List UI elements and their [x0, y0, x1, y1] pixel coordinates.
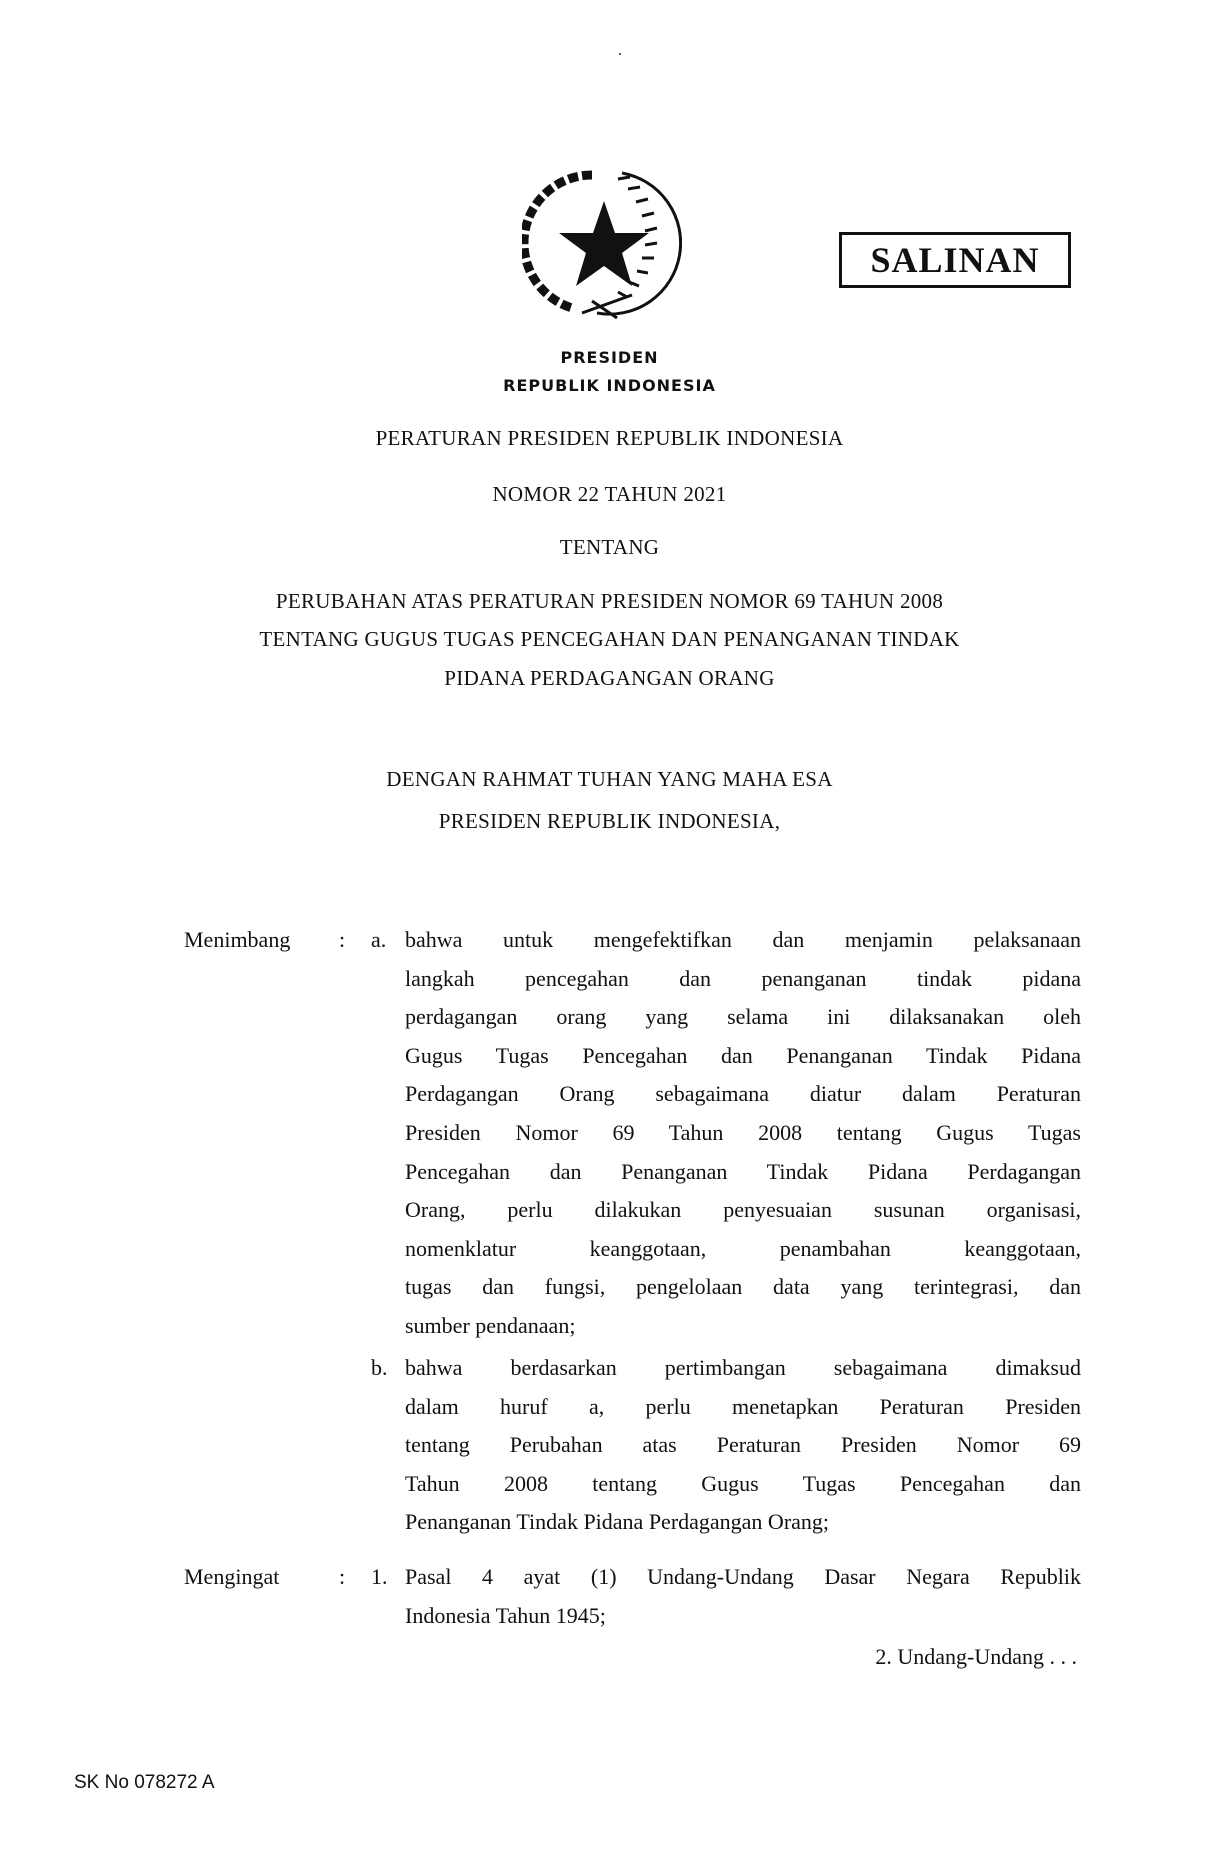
text-line: tugas dan fungsi, pengelolaan data yang terintegrasi, dan [405, 1274, 1081, 1300]
text-line: sumber pendanaan; [405, 1312, 576, 1338]
mengingat-item-1 [405, 1558, 1081, 1635]
text-line: Presiden Nomor 69 Tahun 2008 tentang Gugus Tugas [405, 1119, 1081, 1145]
institution-line-2: REPUBLIK INDONESIA [503, 376, 716, 395]
menimbang-item-a [405, 921, 1081, 1346]
regulation-subject-line: TENTANG GUGUS TUGAS PENCEGAHAN DAN PENANGANAN TINDAK [259, 627, 960, 651]
regulation-type: PERATURAN PRESIDEN REPUBLIK INDONESIA [375, 426, 844, 450]
text-line: bahwa berdasarkan pertimbangan sebagaimana dimaksud [405, 1355, 1081, 1380]
regulation-about: TENTANG [559, 535, 660, 559]
menimbang-item-b [405, 1349, 1081, 1542]
text-line: Penanganan Tindak Pidana Perdagangan Orang; [405, 1509, 830, 1535]
salinan-stamp: SALINAN [839, 232, 1071, 288]
item-marker-b: b. [371, 1355, 388, 1380]
text-line: Tahun 2008 tentang Gugus Tugas Pencegahan dan [405, 1470, 1081, 1496]
text-line: Orang, perlu dilakukan penyesuaian susunan organisasi, [405, 1197, 1081, 1223]
text-line: Gugus Tugas Pencegahan dan Penanganan Tindak Pidana [405, 1042, 1081, 1068]
text-line: nomenklatur keanggotaan, penambahan keanggotaan, [405, 1235, 1081, 1261]
text-line: perdagangan orang yang selama ini dilaksanakan oleh [405, 1004, 1081, 1030]
text-line: dalam huruf a, perlu menetapkan Peraturan Presiden [405, 1393, 1081, 1419]
text-line: bahwa untuk mengefektifkan dan menjamin pelaksanaan [405, 927, 1081, 952]
text-line: langkah pencegahan dan penanganan tindak pidana [405, 965, 1081, 991]
scan-speck [619, 53, 621, 55]
text-line: Pencegahan dan Penanganan Tindak Pidana Perdagangan [405, 1158, 1081, 1184]
regulation-subject-line: PERUBAHAN ATAS PERATURAN PRESIDEN NOMOR 69 TAHUN 2008 [275, 589, 944, 613]
regulation-subject-line: PIDANA PERDAGANGAN ORANG [444, 666, 775, 690]
text-line: Perdagangan Orang sebagaimana diatur dalam Peraturan [405, 1081, 1081, 1107]
colon: : [339, 1564, 346, 1589]
menimbang-label: Menimbang [184, 927, 291, 952]
text-line: Pasal 4 ayat (1) Undang-Undang Dasar Negara Republik [405, 1564, 1081, 1589]
page-continuation: 2. Undang-Undang . . . [875, 1644, 1077, 1669]
text-line: Indonesia Tahun 1945; [405, 1602, 606, 1628]
presidential-star-emblem-icon [522, 163, 682, 323]
colon: : [339, 927, 346, 952]
institution-line-1: PRESIDEN [560, 348, 659, 367]
regulation-number: NOMOR 22 TAHUN 2021 [492, 482, 727, 506]
serial-number: SK No 078272 A [74, 1772, 215, 1793]
mengingat-label: Mengingat [184, 1564, 280, 1589]
text-line: tentang Perubahan atas Peraturan Presiden Nomor 69 [405, 1432, 1081, 1458]
issuer: PRESIDEN REPUBLIK INDONESIA, [438, 809, 781, 833]
item-marker-a: a. [371, 927, 387, 952]
invocation: DENGAN RAHMAT TUHAN YANG MAHA ESA [386, 767, 833, 791]
item-marker-1: 1. [371, 1564, 388, 1589]
